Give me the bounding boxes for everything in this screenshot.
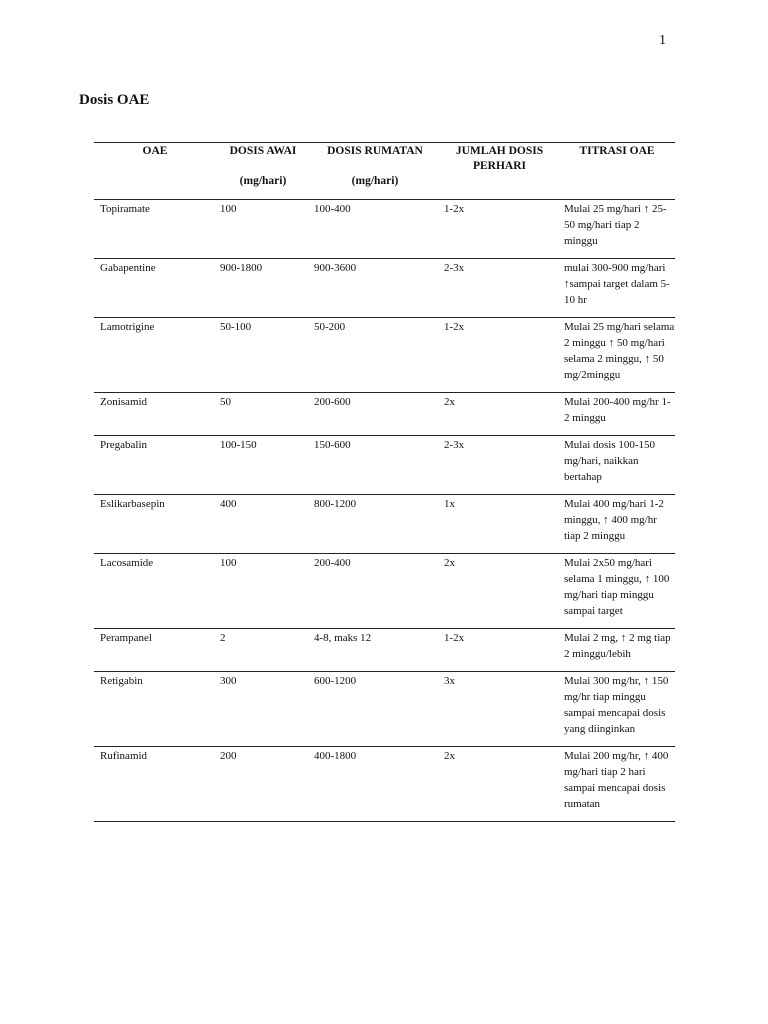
table-row: [94, 259, 675, 318]
table-row: [94, 747, 675, 822]
cell-initial-dose: 100-150: [216, 436, 310, 495]
page-number: 1: [659, 33, 666, 48]
table-row: [94, 629, 675, 672]
table-row: [94, 672, 675, 747]
cell-daily-doses: 3x: [440, 672, 559, 747]
cell-daily-doses: 2x: [440, 554, 559, 629]
cell-maintenance-dose: 600-1200: [310, 672, 440, 747]
cell-titration: Mulai 25 mg/hari ↑ 25-50 mg/hari tiap 2 minggu: [559, 200, 675, 259]
cell-titration: Mulai 25 mg/hari selama 2 minggu ↑ 50 mg/hari selama 2 minggu, ↑ 50 mg/2minggu: [559, 318, 675, 393]
cell-initial-dose: 400: [216, 495, 310, 554]
cell-titration: Mulai 200 mg/hr, ↑ 400 mg/hari tiap 2 hari sampai mencapai dosis rumatan: [559, 747, 675, 822]
header-initial-dose: DOSIS AWAI (mg/hari): [216, 143, 310, 200]
cell-daily-doses: 1x: [440, 495, 559, 554]
cell-drug-name: Lamotrigine: [94, 318, 216, 393]
header-maintenance-dose: DOSIS RUMATAN (mg/hari): [310, 143, 440, 200]
table-row: [94, 495, 675, 554]
cell-initial-dose: 100: [216, 554, 310, 629]
cell-initial-dose: 50-100: [216, 318, 310, 393]
cell-drug-name: Perampanel: [94, 629, 216, 672]
cell-initial-dose: 2: [216, 629, 310, 672]
cell-initial-dose: 300: [216, 672, 310, 747]
cell-drug-name: Eslikarbasepin: [94, 495, 216, 554]
table-row: [94, 318, 675, 393]
cell-drug-name: Lacosamide: [94, 554, 216, 629]
header-unit: (mg/hari): [239, 175, 287, 187]
cell-titration: Mulai 200-400 mg/hr 1-2 minggu: [559, 393, 675, 436]
cell-daily-doses: 2x: [440, 393, 559, 436]
cell-daily-doses: 2x: [440, 747, 559, 822]
cell-maintenance-dose: 800-1200: [310, 495, 440, 554]
table-row: [94, 554, 675, 629]
header-titration: TITRASI OAE: [559, 143, 675, 200]
cell-titration: Mulai 400 mg/hari 1-2 minggu, ↑ 400 mg/hr tiap 2 minggu: [559, 495, 675, 554]
dosage-table: [94, 142, 675, 822]
cell-titration: Mulai 300 mg/hr, ↑ 150 mg/hr tiap minggu sampai mencapai dosis yang diinginkan: [559, 672, 675, 747]
cell-daily-doses: 2-3x: [440, 436, 559, 495]
header-drug: OAE: [94, 143, 216, 200]
table-row: [94, 200, 675, 259]
header-daily-doses: JUMLAH DOSIS PERHARI: [440, 143, 559, 200]
cell-daily-doses: 2-3x: [440, 259, 559, 318]
cell-maintenance-dose: 4-8, maks 12: [310, 629, 440, 672]
table-header-row: [94, 143, 675, 200]
cell-drug-name: Gabapentine: [94, 259, 216, 318]
table-row: [94, 436, 675, 495]
cell-titration: Mulai 2x50 mg/hari selama 1 minggu, ↑ 100 mg/hari tiap minggu sampai target: [559, 554, 675, 629]
cell-maintenance-dose: 50-200: [310, 318, 440, 393]
cell-initial-dose: 100: [216, 200, 310, 259]
cell-titration: Mulai 2 mg, ↑ 2 mg tiap 2 minggu/lebih: [559, 629, 675, 672]
cell-initial-dose: 900-1800: [216, 259, 310, 318]
header-unit: (mg/hari): [351, 175, 399, 187]
cell-drug-name: Topiramate: [94, 200, 216, 259]
cell-drug-name: Pregabalin: [94, 436, 216, 495]
cell-titration: Mulai dosis 100-150 mg/hari, naikkan bertahap: [559, 436, 675, 495]
document-title: Dosis OAE: [79, 92, 150, 108]
cell-daily-doses: 1-2x: [440, 629, 559, 672]
cell-maintenance-dose: 200-400: [310, 554, 440, 629]
cell-maintenance-dose: 900-3600: [310, 259, 440, 318]
cell-maintenance-dose: 100-400: [310, 200, 440, 259]
cell-titration: mulai 300-900 mg/hari ↑sampai target dalam 5-10 hr: [559, 259, 675, 318]
cell-drug-name: Zonisamid: [94, 393, 216, 436]
table-body: [94, 200, 675, 822]
cell-maintenance-dose: 150-600: [310, 436, 440, 495]
cell-drug-name: Retigabin: [94, 672, 216, 747]
cell-drug-name: Rufinamid: [94, 747, 216, 822]
cell-initial-dose: 50: [216, 393, 310, 436]
table-row: [94, 393, 675, 436]
cell-maintenance-dose: 200-600: [310, 393, 440, 436]
cell-daily-doses: 1-2x: [440, 318, 559, 393]
cell-maintenance-dose: 400-1800: [310, 747, 440, 822]
cell-initial-dose: 200: [216, 747, 310, 822]
cell-daily-doses: 1-2x: [440, 200, 559, 259]
